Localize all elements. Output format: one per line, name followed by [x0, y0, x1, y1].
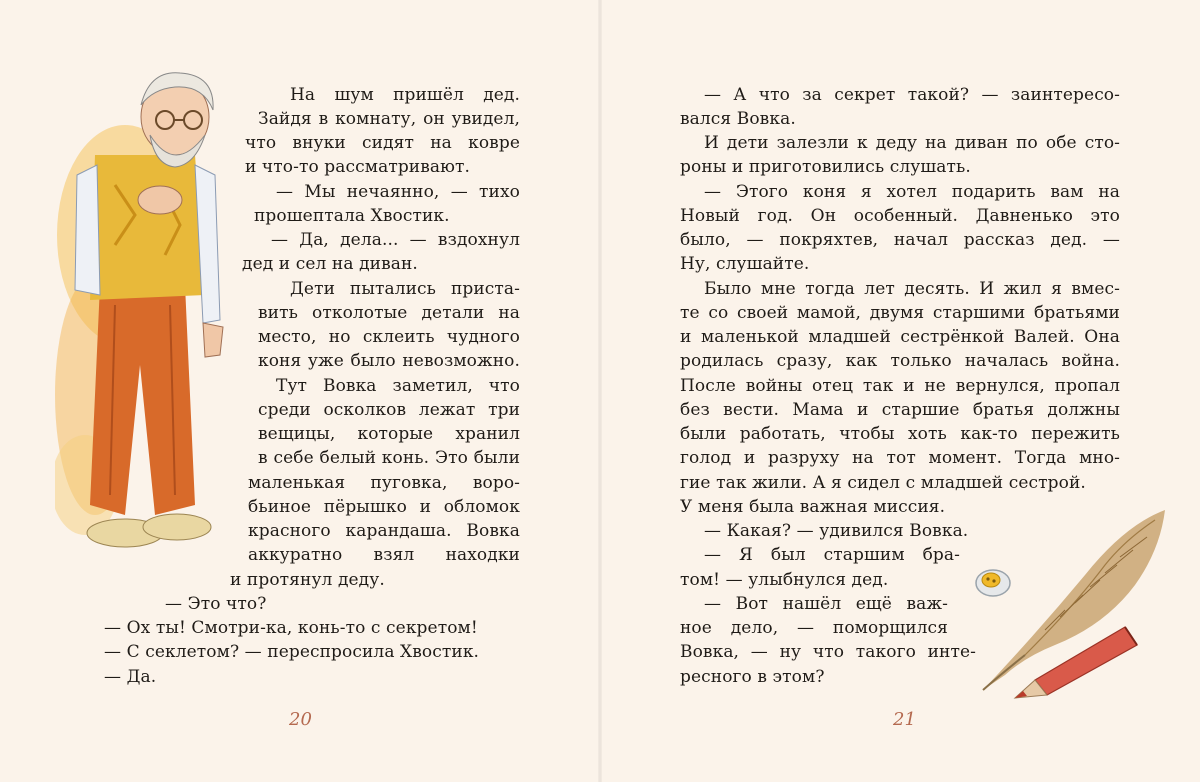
text-line: были работать, чтобы хоть как-то пережить — [680, 424, 1120, 444]
text-line: — Ох ты! Смотри-ка, конь-то с секретом! — [104, 618, 478, 638]
button-icon — [976, 570, 1010, 596]
text-line: На шум пришёл дед. — [290, 85, 520, 105]
text-line: маленькая пуговка, воро- — [248, 473, 520, 493]
text-line: красного карандаша. Вовка — [248, 521, 520, 541]
text-line: Ну, слушайте. — [680, 254, 810, 274]
text-line: — Мы нечаянно, — тихо — [276, 182, 520, 202]
text-line: аккуратно взял находки — [248, 545, 520, 565]
text-line: дед и сел на диван. — [242, 254, 418, 274]
text-line: без вести. Мама и старшие братья должны — [680, 400, 1120, 420]
text-line: и маленькой младшей сестрёнкой Валей. Она — [680, 327, 1120, 347]
text-line: — Да. — [104, 667, 157, 687]
text-line: Вовка, — ну что такого инте- — [680, 642, 976, 662]
text-line: После войны отец так и не вернулся, пропал — [680, 376, 1120, 396]
text-line: И дети залезли к деду на диван по обе сто- — [704, 133, 1120, 153]
text-line: ное дело, — поморщился — [680, 618, 948, 638]
text-line: было, — покряхтев, начал рассказ дед. — — [680, 230, 1120, 250]
text-line: голод и разруху на тот момент. Тогда мно- — [680, 448, 1120, 468]
right-page-number: 21 — [893, 709, 916, 730]
text-line: роны и приготовились слушать. — [680, 157, 971, 177]
text-line: Дети пытались приста- — [290, 279, 520, 299]
text-line: — Да, дела... — вздохнул — [271, 230, 520, 250]
text-line: — Этого коня я хотел подарить вам на — [704, 182, 1120, 202]
text-line: бьиное пёрышко и обломок — [248, 497, 520, 517]
text-line: — Вот нашёл ещё важ- — [704, 594, 948, 614]
text-line: — Это что? — [165, 594, 267, 614]
text-line: — Какая? — удивился Вовка. — [704, 521, 969, 541]
text-line: том! — улыбнулся дед. — [680, 570, 889, 590]
text-line: вить отколотые детали на — [258, 303, 520, 323]
text-line: и что-то рассматривают. — [245, 157, 471, 177]
text-line: в себе белый конь. Это были — [258, 448, 520, 468]
text-line: — Я был старшим бра- — [704, 545, 960, 565]
text-line: и протянул деду. — [230, 570, 385, 590]
text-line: гие так жили. А я сидел с младшей сестрой. — [680, 473, 1086, 493]
text-line: что внуки сидят на ковре — [245, 133, 520, 153]
text-line: прошептала Хвостик. — [254, 206, 450, 226]
text-line: вещицы, которые хранил — [258, 424, 520, 444]
grandfather-illustration — [55, 65, 245, 565]
text-line: Новый год. Он особенный. Давненько это — [680, 206, 1120, 226]
text-line: родилась сразу, как только началась война. — [680, 351, 1120, 371]
feather-pencil-button-illustration — [965, 495, 1180, 705]
text-line: среди осколков лежат три — [258, 400, 520, 420]
text-line: Тут Вовка заметил, что — [276, 376, 520, 396]
text-line: место, но склеить чудного — [258, 327, 520, 347]
text-line: Было мне тогда лет десять. И жил я вмес- — [704, 279, 1120, 299]
book-gutter — [598, 0, 602, 782]
text-line: — С секлетом? — переспросила Хвостик. — [104, 642, 480, 662]
text-line: — А что за секрет такой? — заинтересо- — [704, 85, 1120, 105]
text-line: те со своей мамой, двумя старшими братьями — [680, 303, 1120, 323]
text-line: коня уже было невозможно. — [258, 351, 520, 371]
text-line: У меня была важная миссия. — [680, 497, 946, 517]
text-line: Зайдя в комнату, он увидел, — [258, 109, 520, 129]
left-page-number: 20 — [289, 709, 312, 730]
text-line: вался Вовка. — [680, 109, 796, 129]
text-line: ресного в этом? — [680, 667, 825, 687]
